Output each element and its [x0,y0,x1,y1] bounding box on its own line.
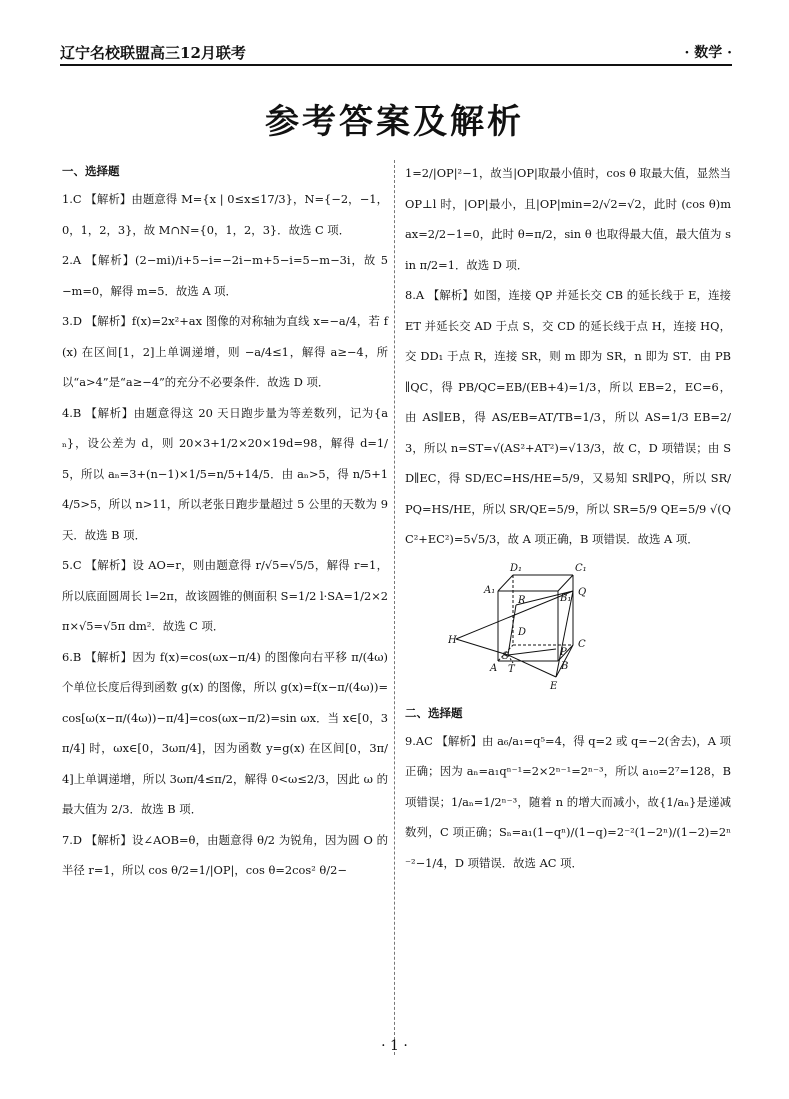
label-S: S [502,650,509,662]
label-E: E [550,680,558,692]
label-D: D [518,626,527,638]
subject-label: · 数学 · [684,45,732,61]
label-B1: B₁ [560,592,572,604]
label-P: P [560,646,567,658]
section-heading: 一、选择题 [62,164,120,178]
right-column [405,158,731,878]
answer-item-6: 6.B 【解析】因为 f(x)=cos(ωx−π/4) 的图像向右平移 π/(4ω) 个单位长度后得到函数 g(x) 的图像，所以 g(x)=f(x−π/(4ω))=cos[ω(x−π/(4ω))−π/4]=cos(ωx−π/2)=sin ωx．当 x∈[0，3π/4] 时，ωx∈[0，3ωπ/4]，因为函数 y=g(x) 在区间[0，3π/4]上单调递增，所以 3ωπ/4≤π/2，解得 0<ω≤2/3，因此 ω 的最大值为 2/3．故选 B 项． [62,649,388,816]
answer-item-7: 7.D 【解析】设∠AOB=θ，由题意得 θ/2 为锐角，因为圆 O 的半径 r=1，所以 cos θ/2=1/|OP|，cos θ=2cos² θ/2− [62,832,388,877]
cube-diagram [448,559,688,694]
answer-item-2: 2.A 【解析】(2−mi)/i+5−i=−2i−m+5−i=5−m−3i，故 5−m=0，解得 m=5．故选 A 项． [62,253,388,298]
answer-item-8: 8.A 【解析】如图，连接 QP 并延长交 CB 的延长线于 E，连接 ET 并延长交 AD 于点 S，交 CD 的延长线于点 H，连接 HQ，交 DD₁ 于点 R，连接 SR，则 m 即为 SR，n 即为 ST．由 PB∥QC，得 PB/QC=EB/(EB+4)=1/3，所以 EB=2，EC=6，由 AS∥EB，得 AS/EB=AT/TB=1/3，所以 AS=1/3 EB=2/3，所以 n=ST=√(AS²+AT²)=√13/3，故 C，D 项错误；由 SD∥EC，得 SD/EC=HS/HE=5/9，又易知 SR∥PQ，所以 SR/PQ=HS/HE，所以 SR/QE=5/9，所以 SR=5/9 QE=5/9 √(QC²+EC²)=5√5/3，故 A 项正确，B 项错误．故选 A 项． [405,288,731,546]
answer-item-9: 9.AC 【解析】由 a₆/a₁=q⁵=4，得 q=2 或 q=−2(舍去)，A 项正确；因为 aₙ=a₁qⁿ⁻¹=2×2ⁿ⁻¹=2ⁿ⁻³，所以 a₁₀=2⁷=128，B 项错误；1/aₙ=1/2ⁿ⁻³，随着 n 的增大而减小，故{1/aₙ}是递减数列，C 项正确；Sₙ=a₁(1−qⁿ)/(1−q)=2⁻²(1−2ⁿ)/(1−2)=2ⁿ⁻²−1/4，D 项错误．故选 AC 项． [405,733,731,870]
label-Q: Q [578,586,587,598]
exam-title: 辽宁名校联盟高三12月联考 [60,44,246,62]
label-R: R [518,594,526,606]
answer-item-3: 3.D 【解析】f(x)=2x²+ax 图像的对称轴为直线 x=−a/4，若 f(x) 在区间[1，2]上单调递增，则 −a/4≤1，解得 a≥−4，所以“a>4”是“a≥−4”的充分不必要条件．故选 D 项． [62,314,388,389]
page-title: 参考答案及解析 [265,102,524,142]
cube-figure [405,559,731,694]
column-divider [394,160,395,1055]
answer-item-7-continued: 1=2/|OP|²−1，故当|OP|取最小值时，cos θ 取最大值，显然当 OP⊥l 时，|OP|最小，且|OP|min=2/√2=√2，此时 (cos θ)max=2/2−1=0，此时 θ=π/2，sin θ 也取得最大值，最大值为 sin π/2=1．故选 D 项． [405,166,731,272]
label-D1: D₁ [510,562,523,574]
answer-item-1: 1.C 【解析】由题意得 M={x | 0≤x≤17/3}，N={−2，−1，0，1，2，3}，故 M∩N={0，1，2，3}．故选 C 项． [62,192,388,237]
left-column [62,158,388,886]
label-A: A [490,662,498,674]
label-H: H [448,634,457,646]
section-heading-2: 二、选择题 [405,705,463,720]
header-rule [60,64,732,66]
label-B: B [561,660,569,672]
label-C: C [578,638,586,650]
page-number: · 1 · [381,1038,408,1054]
label-T: T [508,663,515,675]
label-A1: A₁ [484,584,496,596]
page-header [60,40,732,66]
answer-item-4: 4.B 【解析】由题意得这 20 天日跑步量为等差数列，记为{aₙ}，设公差为 d，则 20×3+1/2×20×19d=98，解得 d=1/5，所以 aₙ=3+(n−1)×1/5=n/5+14/5．由 aₙ>5，得 n/5+14/5>5，所以 n>11，所以老张日跑步量超过 5 公里的天数为 9 天．故选 B 项． [62,405,388,542]
label-C1: C₁ [575,562,587,574]
answer-item-5: 5.C 【解析】设 AO=r，则由题意得 r/√5=√5/5，解得 r=1，所以底面圆周长 l=2π，故该圆锥的侧面积 S=1/2 l·SA=1/2×2π×√5=√5π dm²．故选 C 项． [62,558,388,633]
